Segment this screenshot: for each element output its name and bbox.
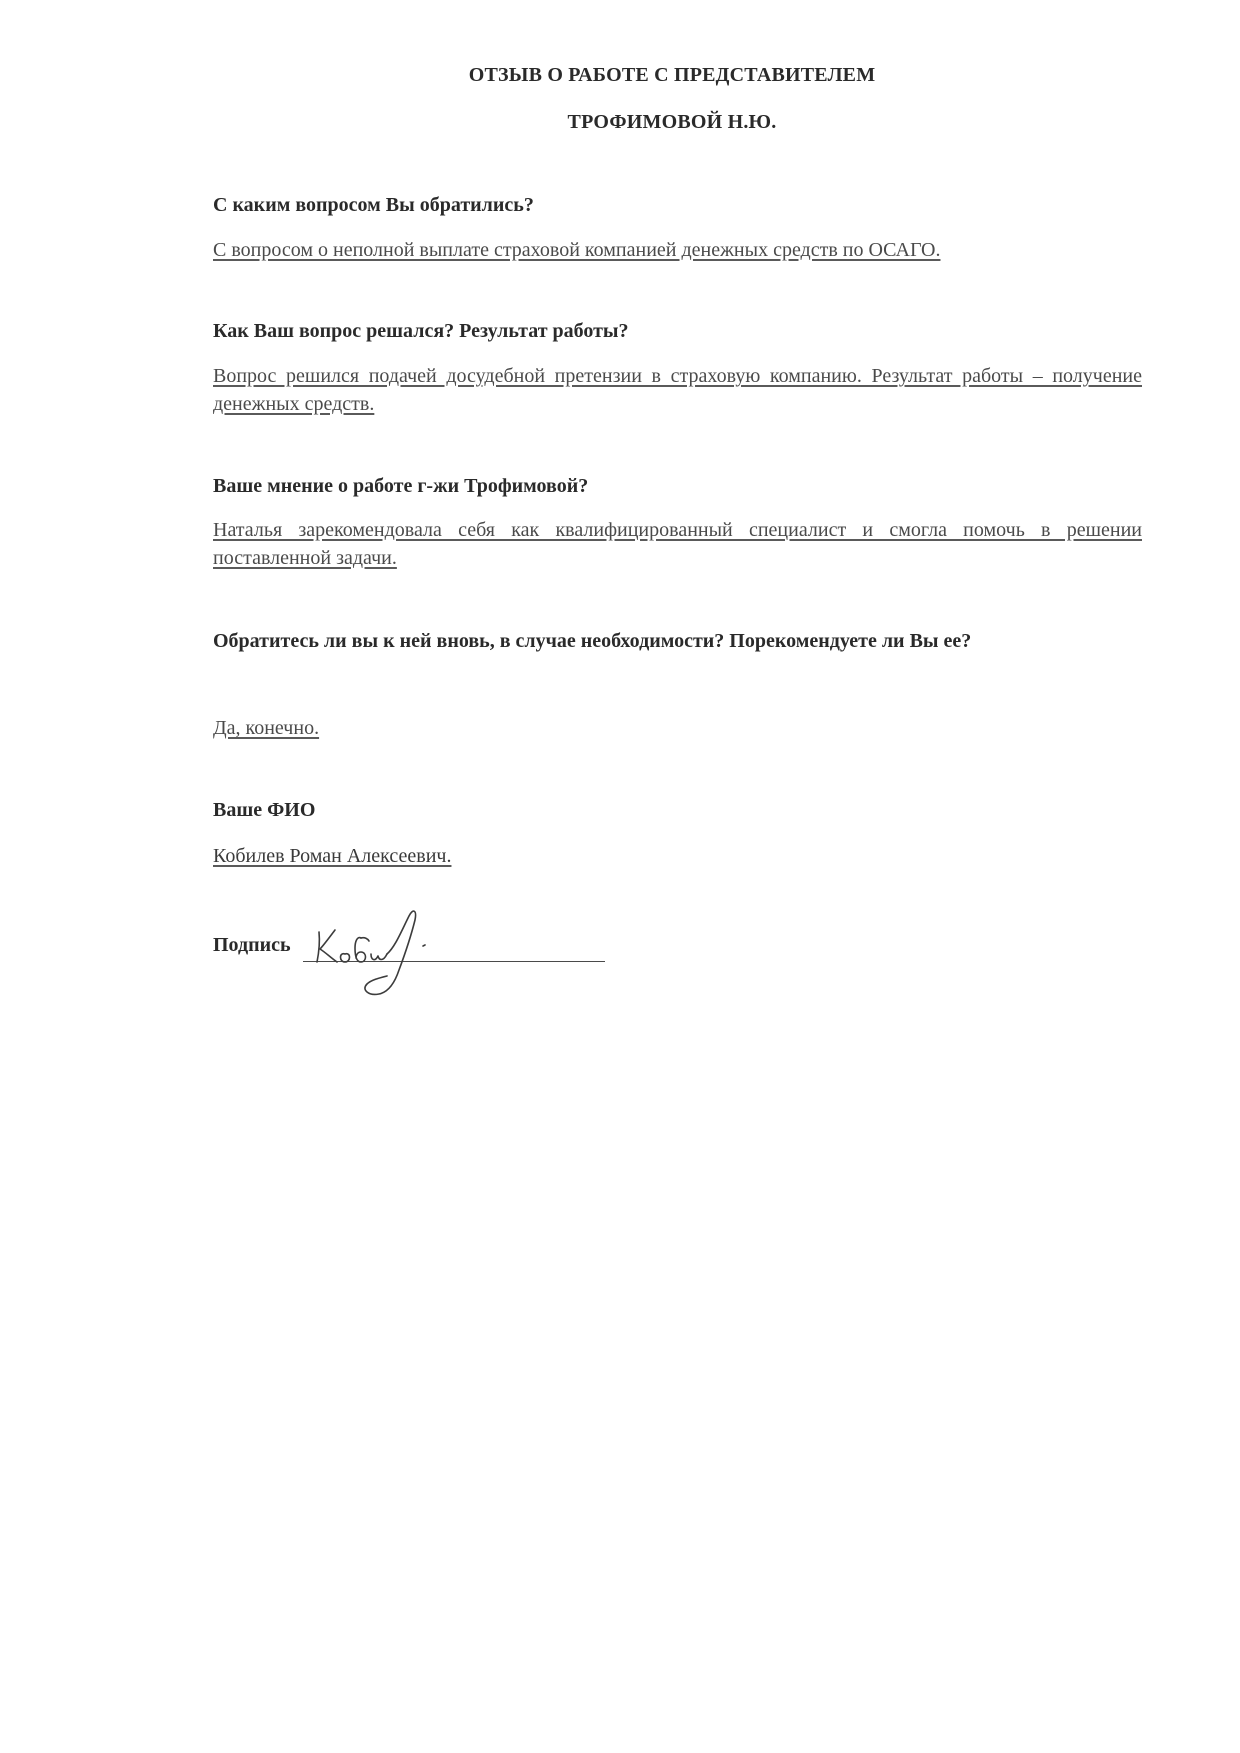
answer-1: С вопросом о неполной выплате страховой компанией денежных средств по ОСАГО. <box>213 239 941 261</box>
answer-2: Вопрос решился подачей досудебной претензии в страховую компанию. Результат работы – получение денежных средств. <box>213 365 1142 415</box>
question-2: Как Ваш вопрос решался? Результат работы? <box>213 320 629 342</box>
document-title-line-2: ТРОФИМОВОЙ Н.Ю. <box>567 111 777 133</box>
signature-label: Подпись <box>213 934 291 956</box>
answer-4: Да, конечно. <box>213 717 320 739</box>
signature-row <box>213 924 633 1004</box>
fio-label: Ваше ФИО <box>213 799 316 821</box>
question-1: С каким вопросом Вы обратились? <box>213 194 534 216</box>
document-title-line-1: ОТЗЫВ О РАБОТЕ С ПРЕДСТАВИТЕЛЕМ <box>468 64 876 86</box>
answer-3: Наталья зарекомендовала себя как квалифицированный специалист и смогла помочь в решении поставленной задачи. <box>213 519 1142 569</box>
question-3: Ваше мнение о работе г-жи Трофимовой? <box>213 475 589 497</box>
handwritten-signature <box>305 902 445 1002</box>
fio-value: Кобилев Роман Алексеевич. <box>213 845 452 867</box>
question-4: Обратитесь ли вы к ней вновь, в случае необходимости? Порекомендуете ли Вы ее? <box>213 630 972 652</box>
